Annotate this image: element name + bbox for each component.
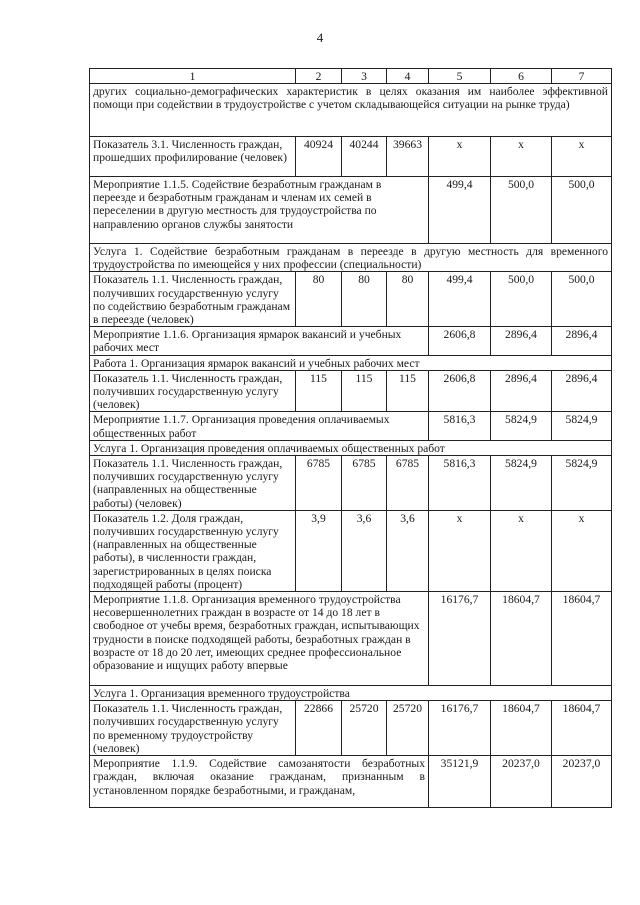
work-text: Работа 1. Организация ярмарок вакансий и учебных рабочих мест — [90, 355, 612, 370]
cell-value: x — [491, 510, 552, 591]
service-text: Услуга 1. Содействие безработным гражданам в переезде в другую местность для временного трудоустройства по имеющейся у них профессии (специальности) — [90, 244, 612, 272]
cell-value: 18604,7 — [552, 701, 612, 756]
service-text: Услуга 1. Организация временного трудоустройства — [90, 686, 612, 701]
cell-value: 2896,4 — [552, 370, 612, 412]
service-row — [90, 686, 612, 701]
indicator-label: Показатель 1.2. Доля граждан, получивших государственную услугу (направленных на общественные работы), в численности граждан, зарегистрированных в целях поиска подходящей работы (процент) — [90, 510, 296, 591]
cell-value: 80 — [387, 272, 429, 327]
cell-value: 2896,4 — [552, 327, 612, 355]
cell-value: 20237,0 — [552, 756, 612, 808]
indicator-label: Показатель 1.1. Численность граждан, получивших государственную услугу по содействию безработным гражданам в переезде (человек) — [90, 272, 296, 327]
indicator-row — [90, 701, 612, 756]
cell-value: 499,4 — [429, 177, 491, 244]
program-table — [89, 68, 612, 808]
cell-value: 3,6 — [342, 510, 387, 591]
indicator-label: Показатель 3.1. Численность граждан, прошедших профилирование (человек) — [90, 137, 296, 177]
cell-value: 80 — [296, 272, 342, 327]
cell-value: 16176,7 — [429, 701, 491, 756]
column-number: 1 — [90, 69, 296, 84]
cell-value: 80 — [342, 272, 387, 327]
cell-value: 5824,9 — [491, 412, 552, 440]
cell-value: 500,0 — [552, 272, 612, 327]
column-number: 5 — [429, 69, 491, 84]
cell-value: 500,0 — [552, 177, 612, 244]
indicator-row — [90, 272, 612, 327]
continuation-text: других социально-демографических характеристик в целях оказания им наиболее эффективной помощи при содействии в трудоустройстве с учетом складывающейся ситуации на рынке труда) — [90, 84, 612, 137]
cell-value: 16176,7 — [429, 592, 491, 686]
cell-value: 25720 — [342, 701, 387, 756]
cell-value: 115 — [387, 370, 429, 412]
measure-row — [90, 327, 612, 355]
cell-value: 35121,9 — [429, 756, 491, 808]
continuation-row — [90, 84, 612, 137]
cell-value: 40924 — [296, 137, 342, 177]
cell-value: 40244 — [342, 137, 387, 177]
cell-value: 115 — [296, 370, 342, 412]
cell-value: 20237,0 — [491, 756, 552, 808]
column-number: 2 — [296, 69, 342, 84]
cell-value: x — [552, 137, 612, 177]
measure-row — [90, 412, 612, 440]
cell-value: 6785 — [296, 456, 342, 511]
cell-value: 18604,7 — [491, 592, 552, 686]
measure-label: Мероприятие 1.1.5. Содействие безработным гражданам в переезде и безработным гражданам и членам их семей в переселении в другую местность для трудоустройства по направлению органов службы занятости — [90, 177, 429, 244]
cell-value: 3,6 — [387, 510, 429, 591]
indicator-row — [90, 137, 612, 177]
cell-value: x — [491, 137, 552, 177]
measure-row — [90, 756, 612, 808]
indicator-row — [90, 510, 612, 591]
cell-value: 500,0 — [491, 272, 552, 327]
column-number: 3 — [342, 69, 387, 84]
cell-value: 5824,9 — [552, 412, 612, 440]
indicator-label: Показатель 1.1. Численность граждан, получивших государственную услугу (человек) — [90, 370, 296, 412]
cell-value: 5824,9 — [491, 456, 552, 511]
column-number: 6 — [491, 69, 552, 84]
cell-value: 6785 — [387, 456, 429, 511]
measure-label: Мероприятие 1.1.9. Содействие самозанятости безработных граждан, включая оказание гражданам, признанным в установленном порядке безработными, и гражданам, — [90, 756, 429, 808]
cell-value: 2896,4 — [491, 370, 552, 412]
work-row — [90, 355, 612, 370]
service-row — [90, 244, 612, 272]
cell-value: 6785 — [342, 456, 387, 511]
measure-row — [90, 177, 612, 244]
cell-value: 5816,3 — [429, 412, 491, 440]
indicator-row — [90, 456, 612, 511]
cell-value: 2896,4 — [491, 327, 552, 355]
indicator-row — [90, 370, 612, 412]
cell-value: 25720 — [387, 701, 429, 756]
cell-value: x — [552, 510, 612, 591]
measure-row — [90, 592, 612, 686]
column-number: 7 — [552, 69, 612, 84]
cell-value: 5824,9 — [552, 456, 612, 511]
cell-value: 2606,8 — [429, 327, 491, 355]
cell-value: 2606,8 — [429, 370, 491, 412]
cell-value: 5816,3 — [429, 456, 491, 511]
cell-value: 115 — [342, 370, 387, 412]
column-number-row — [90, 69, 612, 84]
indicator-label: Показатель 1.1. Численность граждан, получивших государственную услугу по временному трудоустройству (человек) — [90, 701, 296, 756]
cell-value: 499,4 — [429, 272, 491, 327]
measure-label: Мероприятие 1.1.6. Организация ярмарок вакансий и учебных рабочих мест — [90, 327, 429, 355]
column-number: 4 — [387, 69, 429, 84]
cell-value: 39663 — [387, 137, 429, 177]
cell-value: 3,9 — [296, 510, 342, 591]
cell-value: 18604,7 — [552, 592, 612, 686]
service-text: Услуга 1. Организация проведения оплачиваемых общественных работ — [90, 440, 612, 455]
measure-label: Мероприятие 1.1.7. Организация проведения оплачиваемых общественных работ — [90, 412, 429, 440]
measure-label: Мероприятие 1.1.8. Организация временного трудоустройства несовершеннолетних граждан в возрасте от 14 до 18 лет в свободное от учебы время, безработных граждан, испытывающих трудности в поиске подходящей работы, безработных граждан в возрасте от 18 до 20 лет, имеющих среднее профессиональное образование и ищущих работу впервые — [90, 592, 429, 686]
cell-value: 22866 — [296, 701, 342, 756]
cell-value: x — [429, 137, 491, 177]
page-number: 4 — [316, 30, 324, 45]
cell-value: 18604,7 — [491, 701, 552, 756]
service-row — [90, 440, 612, 455]
cell-value: 500,0 — [491, 177, 552, 244]
cell-value: x — [429, 510, 491, 591]
indicator-label: Показатель 1.1. Численность граждан, получивших государственную услугу (направленных на общественные работы) (человек) — [90, 456, 296, 511]
